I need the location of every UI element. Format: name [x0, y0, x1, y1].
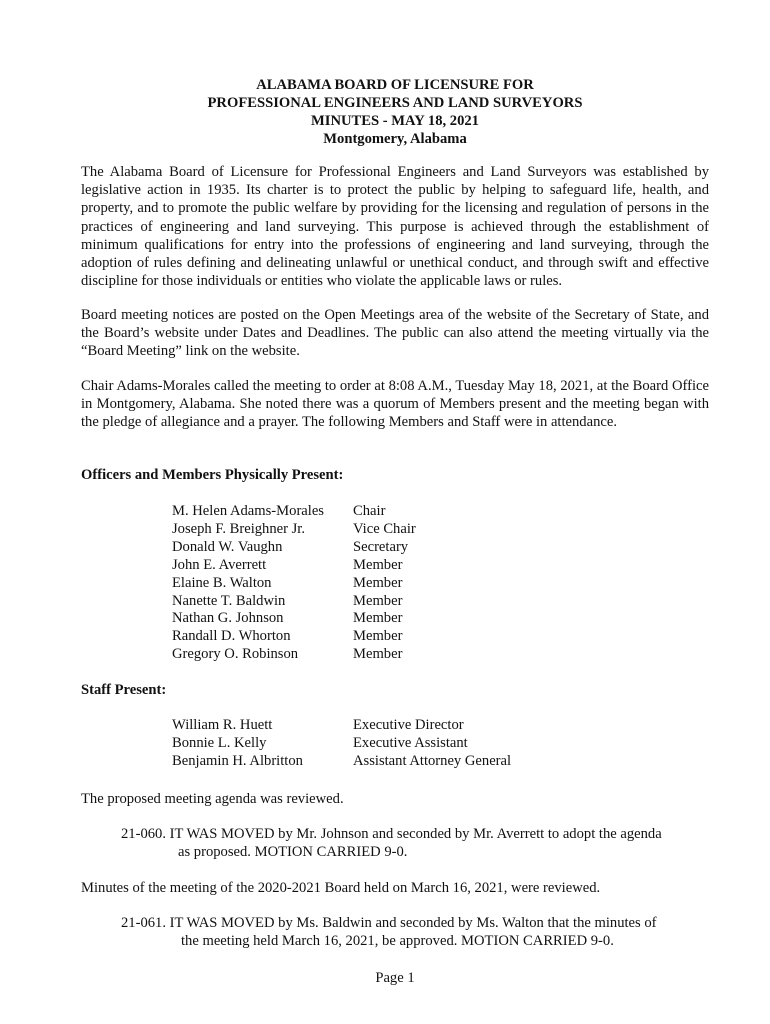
member-name: Gregory O. Robinson [172, 646, 299, 663]
staff-row [172, 753, 511, 771]
agenda-reviewed-paragraph: The proposed meeting agenda was reviewed. [81, 791, 344, 807]
member-name: Joseph F. Breighner Jr. [172, 520, 306, 537]
member-role: Member [353, 646, 403, 663]
heading-line-2: PROFESSIONAL ENGINEERS AND LAND SURVEYORS [207, 95, 583, 111]
member-row [172, 628, 416, 646]
minutes-reviewed-paragraph: Minutes of the meeting of the 2020-2021 Board held on March 16, 2021, were reviewed. [81, 880, 601, 896]
member-row [172, 610, 416, 628]
member-role: Member [353, 574, 403, 591]
member-role: Member [353, 592, 403, 609]
member-row [172, 593, 416, 611]
member-name: John E. Averrett [172, 556, 267, 573]
members-label: Officers and Members Physically Present: [81, 467, 344, 483]
heading-line-3: MINUTES - MAY 18, 2021 [311, 113, 479, 129]
heading-line-1: ALABAMA BOARD OF LICENSURE FOR [256, 77, 534, 93]
member-row [172, 521, 416, 539]
member-name: M. Helen Adams-Morales [172, 503, 324, 519]
member-name: Nathan G. Johnson [172, 610, 284, 627]
member-name: Randall D. Whorton [172, 628, 291, 645]
member-row [172, 557, 416, 575]
staff-name: Benjamin H. Albritton [172, 752, 303, 769]
member-role: Member [353, 556, 403, 573]
staff-role: Assistant Attorney General [353, 752, 512, 769]
document-heading [81, 76, 709, 148]
motion-21-061 [121, 914, 709, 950]
member-role: Member [353, 628, 403, 645]
intro-paragraph: The Alabama Board of Licensure for Professional Engineers and Land Surveyors was established by legislative action in 1935. Its charter is to protect the public by helping to safeguard life, health, and property, and to promote the public welfare by providing for the licensing and regulation of persons in the practices of engineering and land surveying. This purpose is achieved through the establishment of minimum qualifications for entry into the professions of engineering and land surveying, through the adoption of rules defining and delineating unlawful or unethical conduct, and through swift and effective discipline for those individuals or entities who violate the applicable laws or rules. [81, 164, 709, 290]
member-name: Elaine B. Walton [172, 574, 272, 591]
member-row [172, 575, 416, 593]
staff-row [172, 717, 511, 735]
heading-line-4: Montgomery, Alabama [323, 131, 467, 147]
members-list [172, 503, 416, 664]
call-to-order-paragraph: Chair Adams-Morales called the meeting to order at 8:08 A.M., Tuesday May 18, 2021, at the Board Office in Montgomery, Alabama. She noted there was a quorum of Members present and the meeting began with the pledge of allegiance and a prayer. The following Members and Staff were in attendance. [81, 378, 709, 431]
member-role: Vice Chair [353, 520, 416, 537]
motion-21-060 [121, 825, 709, 861]
member-role: Member [353, 610, 403, 627]
staff-name: William R. Huett [172, 717, 273, 733]
motion-text-continued: as proposed. MOTION CARRIED 9-0. [178, 844, 408, 861]
staff-role: Executive Assistant [353, 734, 468, 751]
staff-list [172, 717, 511, 771]
member-name: Nanette T. Baldwin [172, 592, 286, 609]
staff-label: Staff Present: [81, 682, 167, 698]
member-row [172, 646, 416, 664]
notices-paragraph: Board meeting notices are posted on the Open Meetings area of the website of the Secretary of State, and the Board’s website under Dates and Deadlines. The public can also attend the meeting virtually via the “Board Meeting” link on the website. [81, 307, 709, 360]
page-number: Page 1 [375, 970, 415, 986]
member-name: Donald W. Vaughn [172, 538, 283, 555]
staff-role: Executive Director [353, 717, 464, 733]
staff-name: Bonnie L. Kelly [172, 734, 267, 751]
motion-text: 21-061. IT WAS MOVED by Ms. Baldwin and seconded by Ms. Walton that the minutes of [121, 915, 657, 931]
motion-text-continued: the meeting held March 16, 2021, be approved. MOTION CARRIED 9-0. [181, 933, 614, 950]
member-row [172, 539, 416, 557]
member-role: Secretary [353, 538, 409, 555]
member-role: Chair [353, 503, 386, 519]
staff-row [172, 735, 511, 753]
motion-text: 21-060. IT WAS MOVED by Mr. Johnson and seconded by Mr. Averrett to adopt the agenda [121, 826, 662, 842]
member-row [172, 503, 416, 521]
